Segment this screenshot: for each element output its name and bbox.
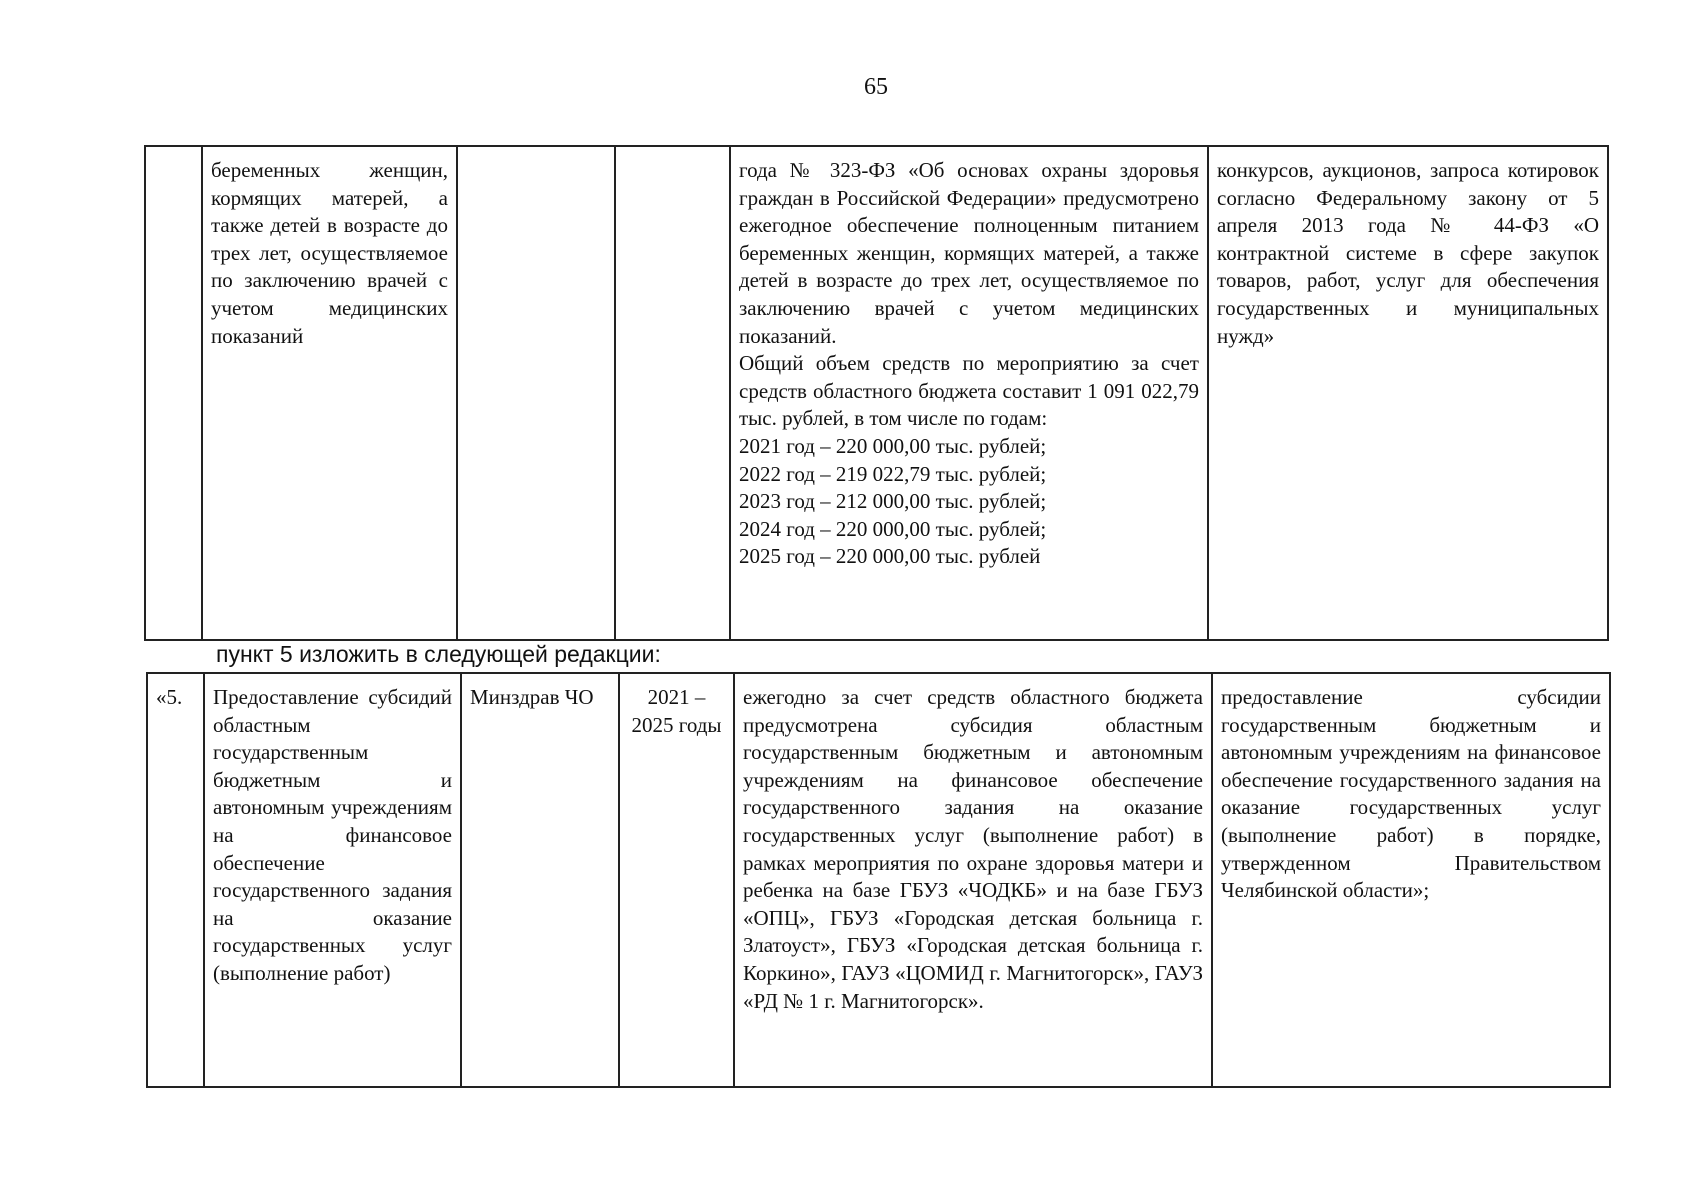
budget-year-line: 2022 год – 219 022,79 тыс. рублей; — [739, 461, 1047, 486]
budget-intro: Общий объем средств по мероприятию за счет средств областного бюджета составит 1 091 022,79 тыс. рублей, в том числе по годам: — [739, 351, 1199, 431]
cell-result: предоставление субсидии государственным бюджетным и автономным учреждениям на финансовое обеспечение государственного задания на оказание государственных услуг (выполнение работ) в порядке, утвержденном Правительством Челябинской области»; — [1212, 673, 1610, 1087]
cell-period — [615, 146, 730, 640]
cell-executor — [457, 146, 615, 640]
page-number: 65 — [864, 74, 888, 100]
cell-number: «5. — [147, 673, 204, 1087]
cell-event-name: Предоставление субсидий областным государственным бюджетным и автономным учреждениям на финансовое обеспечение государственного задания на оказание государственных услуг (выполнение работ) — [204, 673, 461, 1087]
table-item-5 — [146, 672, 1611, 1088]
table-row — [147, 673, 1610, 1087]
cell-description: ежегодно за счет средств областного бюджета предусмотрена субсидия областным государственным бюджетным и автономным учреждениям на финансовое обеспечение государственного задания на оказание государственных услуг (выполнение работ) в рамках мероприятия по охране здоровья матери и ребенка на базе ГБУЗ «ЧОДКБ» и на базе ГБУЗ «ОПЦ», ГБУЗ «Городская детская больница г. Златоуст», ГБУЗ «Городская детская больница г. Коркино», ГАУЗ «ЦОМИД г. Магнитогорск», ГАУЗ «РД № 1 г. Магнитогорск». — [734, 673, 1212, 1087]
description-text: года № 323-ФЗ «Об основах охраны здоровья граждан в Российской Федерации» предусмотрено ежегодное обеспечение полноценным питанием беременных женщин, кормящих матерей, а также детей в возрасте до трех лет, осуществляемое по заключению врачей с учетом медицинских показаний. — [739, 158, 1199, 348]
cell-result: конкурсов, аукционов, запроса котировок согласно Федеральному закону от 5 апреля 2013 года № 44-ФЗ «О контрактной системе в сфере закупок товаров, работ, услуг для обеспечения государственных и муниципальных нужд» — [1208, 146, 1608, 640]
cell-period: 2021 – 2025 годы — [619, 673, 734, 1087]
table-continuation — [144, 145, 1609, 641]
amendment-instruction: пункт 5 изложить в следующей редакции: — [216, 641, 661, 667]
cell-event-name: беременных женщин, кормящих матерей, а также детей в возрасте до трех лет, осуществляемое по заключению врачей с учетом медицинских показаний — [202, 146, 457, 640]
budget-year-line: 2021 год – 220 000,00 тыс. рублей; — [739, 433, 1047, 458]
budget-year-line: 2025 год – 220 000,00 тыс. рублей — [739, 544, 1041, 569]
budget-year-line: 2024 год – 220 000,00 тыс. рублей; — [739, 516, 1047, 541]
table-row — [145, 146, 1608, 640]
cell-description — [730, 146, 1208, 640]
cell-executor: Минздрав ЧО — [461, 673, 619, 1087]
cell-number — [145, 146, 202, 640]
budget-year-line: 2023 год – 212 000,00 тыс. рублей; — [739, 489, 1047, 514]
